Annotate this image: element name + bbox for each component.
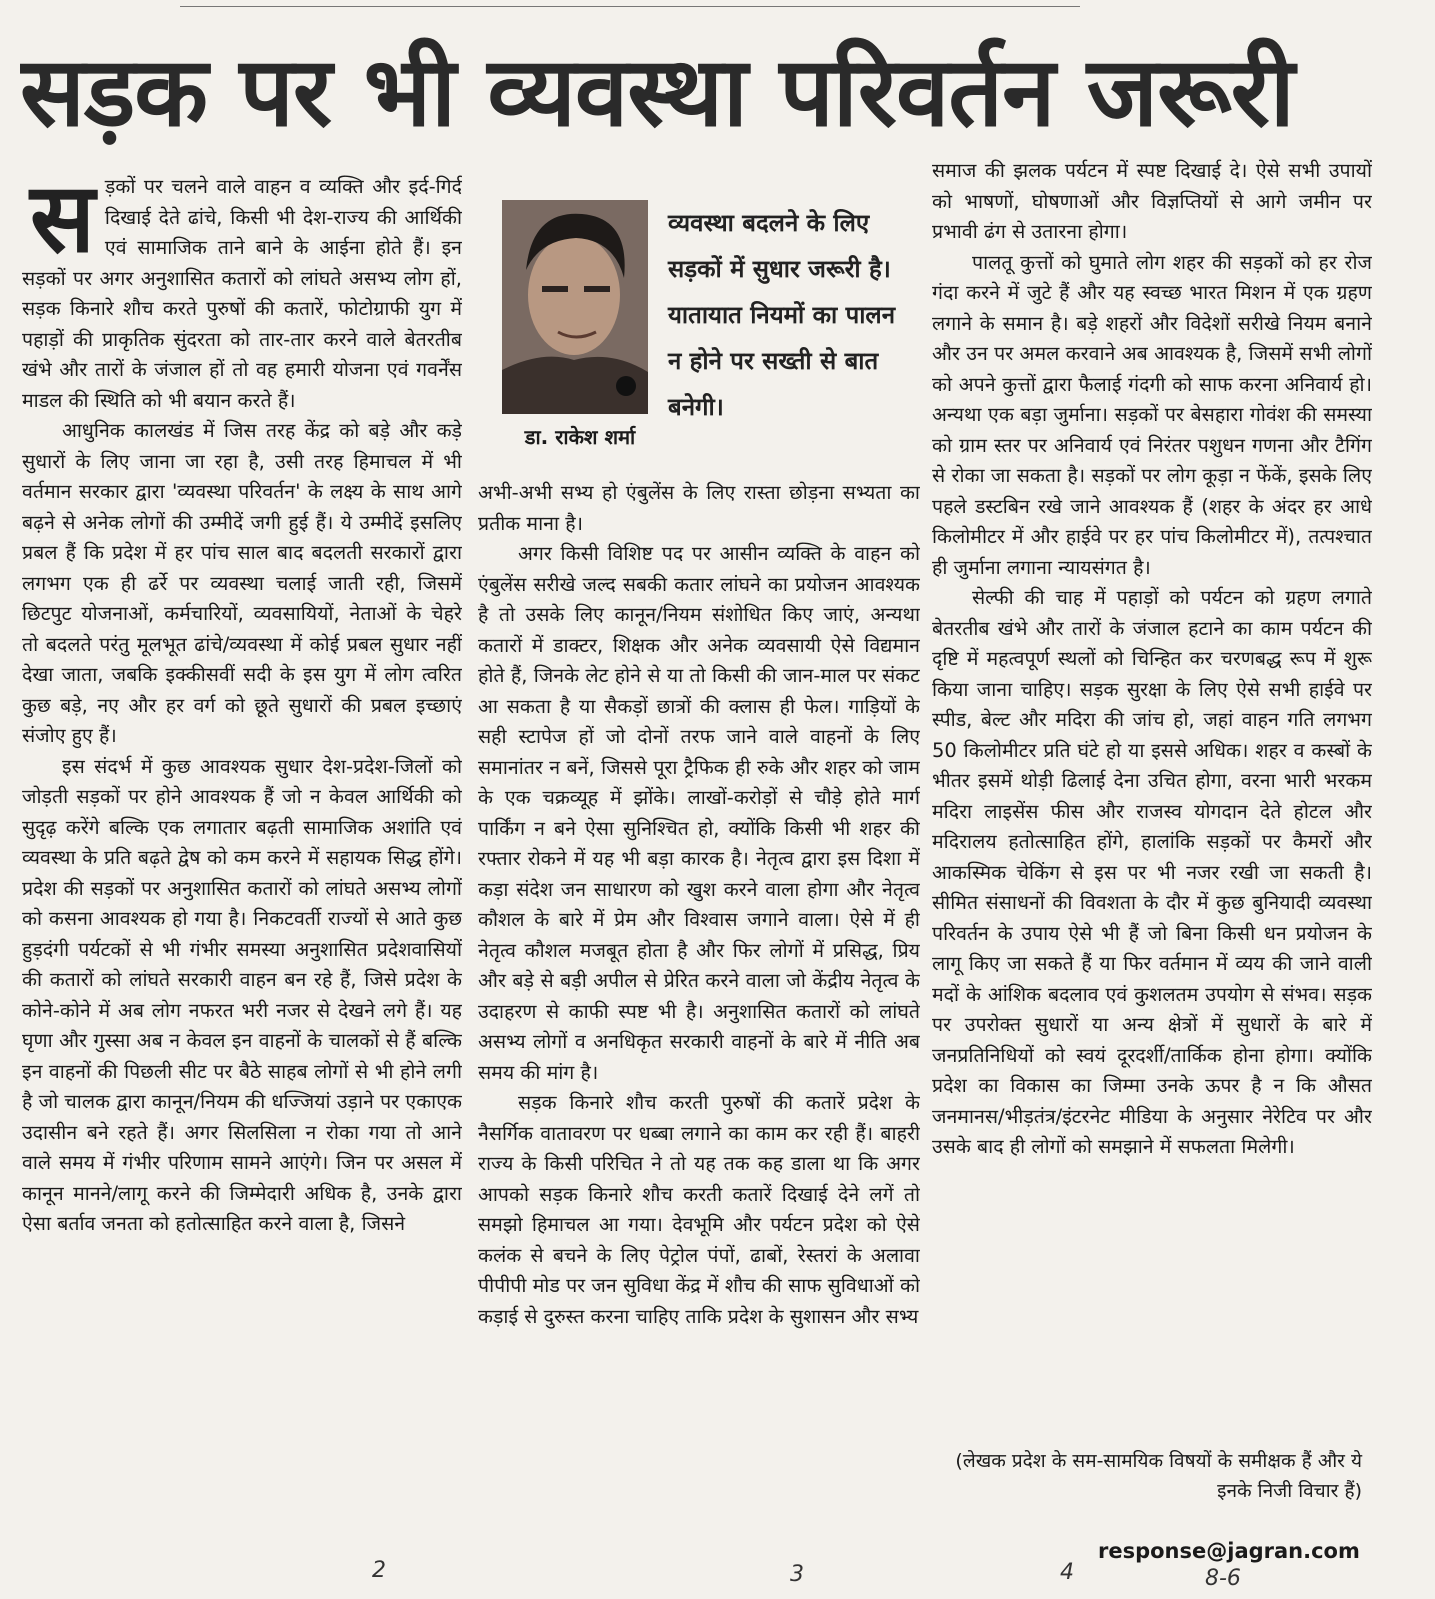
handwritten-mark: 2 xyxy=(372,1558,386,1583)
paragraph: आधुनिक कालखंड में जिस तरह केंद्र को बड़े और कड़े सुधारों के लिए जाना जा रहा है, उसी तरह हिमाचल में भी वर्तमान सरकार द्वारा 'व्यवस्था परिवर्तन' के लक्ष्य के साथ आगे बढ़ने से अनेक लोगों की उम्मीदें जगी हुई हैं। ये उम्मीदें इसलिए प्रबल हैं कि प्रदेश में हर पांच साल बाद बदलती सरकारों द्वारा लगभग एक ही ढर्रे पर व्यवस्था चलाई जाती रही, जिसमें छिटपुट योजनाओं, कर्मचारियों, व्यवसायियों, नेताओं के चेहरे तो बदलते परंतु मूलभूत ढांचे/व्यवस्था में कोई प्रबल सुधार नहीं देखा जाता, जबकि इक्कीसवीं सदी के इस युग में लोग त्वरित कुछ बड़े, नए और हर वर्ग को छूते सुधारों की प्रबल इच्छाएं संजोए हुए हैं। xyxy=(22,419,462,747)
author-photo xyxy=(502,200,648,414)
photo-caption: डा. राकेश शर्मा xyxy=(524,425,636,449)
contact-email: response@jagran.com xyxy=(1098,1539,1360,1563)
paragraph: पालतू कुत्तों को घुमाते लोग शहर की सड़कों को हर रोज गंदा करने में जुटे हैं और यह स्वच्छ भारत मिशन में एक ग्रहण लगाने के समान है। बड़े शहरों और विदेशों सरीखे नियम बनाने और उन पर अमल करवाने अब आवश्यक है, जिसमें सभी लोगों को अपने कुत्तों द्वारा फैलाई गंदगी को साफ करना अनिवार्य हो। अन्यथा एक बड़ा जुर्माना। सड़कों पर बेसहारा गोवंश की समस्या को ग्राम स्तर पर अनिवार्य एवं निरंतर पशुधन गणना और टैगिंग से रोका जा सकता है। सड़कों पर लोग कूड़ा न फेंकें, इसके लिए पहले डस्टबिन रखे जाने आवश्यक हैं (शहर के अंदर हर आधे किलोमीटर में और हाईवे पर हर पांच किलोमीटर में), तत्पश्चात ही जुर्माना लगाना न्यायसंगत है। xyxy=(932,250,1372,579)
article-column-2 xyxy=(478,478,920,1578)
article-column-3 xyxy=(932,156,1372,1456)
top-rule xyxy=(180,6,1080,7)
pull-quote: व्यवस्था बदलने के लिए सड़कों में सुधार जरूरी है। यातायात नियमों का पालन न होने पर सख्ती से बात बनेगी। xyxy=(668,209,896,421)
paragraph: समाज की झलक पर्यटन में स्पष्ट दिखाई दे। ऐसे सभी उपायों को भाषणों, घोषणाओं और विज्ञप्तियों से आगे जमीन पर प्रभावी ढंग से उतारना होगा। xyxy=(932,159,1372,243)
author-portrait-image xyxy=(502,200,648,414)
article-column-1 xyxy=(22,172,462,1572)
paragraph: अगर किसी विशिष्ट पद पर आसीन व्यक्ति के वाहन को एंबुलेंस सरीखे जल्द सबकी कतार लांघने का प्रयोजन आवश्यक है तो उसके लिए कानून/नियम संशोधित किए जाएं, अन्यथा कतारों में डाक्टर, शिक्षक और अनेक व्यवसायी ऐसे विद्यमान होते हैं, जिनके लेट होने से या तो किसी की जान-माल पर संकट आ सकता है या सैकड़ों छात्रों की क्लास ही फेल। गाड़ियों के सही स्टापेज हों जो दोनों तरफ जाने वाले वाहनों के लिए समानांतर न बनें, जिससे पूरा ट्रैफिक ही रुके और शहर को जाम के एक चक्रव्यूह में झोंके। लाखों-करोड़ों से चौड़े होते मार्ग पार्किंग न बने ऐसा सुनिश्चित हो, क्योंकि किसी भी शहर की रफ्तार रोकने में यह भी बड़ा कारक है। नेतृत्व द्वारा इस दिशा में कड़ा संदेश जन साधारण को खुश करने वाला होगा और नेतृत्व कौशल के बारे में प्रेम और विश्वास जगाने वाला। ऐसे में ही नेतृत्व कौशल मजबूत होता है और फिर लोगों में प्रसिद्ध, प्रिय और बड़े से बड़ी अपील से प्रेरित करने वाला जो केंद्रीय नेतृत्व के उदाहरण से काफी स्पष्ट भी है। अनुशासित कतारों को लांघते असभ्य लोगों व अनधिकृत सरकारी वाहनों के बारे में नीति अब समय की मांग है। xyxy=(478,542,920,1084)
handwritten-mark: 4 xyxy=(1060,1560,1074,1585)
headline: सड़क पर भी व्यवस्था परिवर्तन जरूरी xyxy=(20,36,1294,148)
author-note: (लेखक प्रदेश के सम-सामयिक विषयों के समीक्षक हैं और ये इनके निजी विचार हैं) xyxy=(955,1450,1362,1502)
handwritten-mark: 8-6 xyxy=(1205,1566,1241,1591)
paragraph: सेल्फी की चाह में पहाड़ों को पर्यटन को ग्रहण लगाते बेतरतीब खंभे और तारों के जंजाल हटाने का काम पर्यटन की दृष्टि में महत्वपूर्ण स्थलों को चिन्हित कर चरणबद्ध रूप में शुरू किया जाना चाहिए। सड़क सुरक्षा के लिए ऐसे सभी हाईवे पर स्पीड, बेल्ट और मदिरा की जांच हो, जहां वाहन गति लगभग 50 किलोमीटर प्रति घंटे हो या इससे अधिक। शहर व कस्बों के भीतर इसमें थोड़ी ढिलाई देना उचित होगा, वरना भारी भरकम मदिरा लाइसेंस फीस और राजस्व योगदान देते होटल और मदिरालय हतोत्साहित होंगे, हालांकि सड़कों पर कैमरों और आकस्मिक चेकिंग से इस पर भी नजर रखी जा सकती है। सीमित संसाधनों की विवशता के दौर में कुछ बुनियादी व्यवस्था परिवर्तन के उपाय ऐसे भी हैं जो बिना किसी धन प्रयोजन के लागू किए जा सकते हैं या फिर वर्तमान में व्यय की जाने वाली मदों के आंशिक बदलाव एवं कुशलतम उपयोग से संभव। सड़क पर उपरोक्त सुधारों या अन्य क्षेत्रों में सुधारों के बारे में जनप्रतिनिधियों को स्वयं दूरदर्शी/तार्किक होना होगा। क्योंकि प्रदेश का विकास का जिम्मा उनके ऊपर है न कि औसत जनमानस/भीड़तंत्र/इंटरनेट मीडिया के अनुसार नेरेटिव पर और उसके बाद ही लोगों को समझाने में सफलता मिलेगी। xyxy=(932,586,1372,1158)
paragraph: ड़कों पर चलने वाले वाहन व व्यक्ति और इर्द-गिर्द दिखाई देते ढांचे, किसी भी देश-राज्य की आर्थिकी एवं सामाजिक ताने बाने के आईना होते हैं। इन सड़कों पर अगर अनुशासित कतारों को लांघते असभ्य लोग हों, सड़क किनारे शौच करते पुरुषों की कतारें, फोटोग्राफी युग में पहाड़ों की प्राकृतिक सुंदरता को तार-तार करने वाले बेतरतीब खंभे और तारों के जंजाल हों तो वह हमारी योजना एवं गवर्नेंस माडल की स्थिति को भी बयान करते हैं। xyxy=(22,175,462,412)
paragraph: इस संदर्भ में कुछ आवश्यक सुधार देश-प्रदेश-जिलों को जोड़ती सड़कों पर होने आवश्यक हैं जो न केवल आर्थिकी को सुदृढ़ करेंगे बल्कि एक लगातार बढ़ती सामाजिक अशांति एवं व्यवस्था के प्रति बढ़ते द्वेष को कम करने में सहायक सिद्ध होंगे। प्रदेश की सड़कों पर अनुशासित कतारों को लांघते असभ्य लोगों को कसना आवश्यक हो गया है। निकटवर्ती राज्यों से आते कुछ हुड़दंगी पर्यटकों से भी गंभीर समस्या अनुशासित प्रदेशवासियों की कतारों को लांघते सरकारी वाहन बन रहे हैं, जिसे प्रदेश के कोने-कोने में अब लोग नफरत भरी नजर से देखने लगे हैं। यह घृणा और गुस्सा अब न केवल इन वाहनों के चालकों से हैं बल्कि इन वाहनों की पिछली सीट पर बैठे साहब लोगों से भी होने लगी है जो चालक द्वारा कानून/नियम की धज्जियां उड़ाने पर एकाएक उदासीन बने रहते हैं। अगर सिलसिला न रोका गया तो आने वाले समय में गंभीर परिणाम सामने आएंगे। जिन पर असल में कानून मानने/लागू करने की जिम्मेदारी अधिक है, उनके द्वारा ऐसा बर्ताव जनता को हतोत्साहित करने वाला है, जिसने xyxy=(22,754,462,1235)
drop-cap: स xyxy=(30,172,95,274)
handwritten-mark: 3 xyxy=(790,1562,804,1587)
paragraph: अभी-अभी सभ्य हो एंबुलेंस के लिए रास्ता छोड़ना सभ्यता का प्रतीक माना है। xyxy=(478,481,920,535)
paragraph: सड़क किनारे शौच करती पुरुषों की कतारें प्रदेश के नैसर्गिक वातावरण पर धब्बा लगाने का काम कर रही हैं। बाहरी राज्य के किसी परिचित ने तो यह तक कह डाला था कि अगर आपको सड़क किनारे शौच करती कतारें दिखाई देने लगें तो समझो हिमाचल आ गया। देवभूमि और पर्यटन प्रदेश को ऐसे कलंक से बचने के लिए पेट्रोल पंपों, ढाबों, रेस्तरां के अलावा पीपीपी मोड पर जन सुविधा केंद्र में शौच की साफ सुविधाओं को कड़ाई से दुरुस्त करना चाहिए ताकि प्रदेश के सुशासन और सभ्य xyxy=(478,1091,920,1328)
